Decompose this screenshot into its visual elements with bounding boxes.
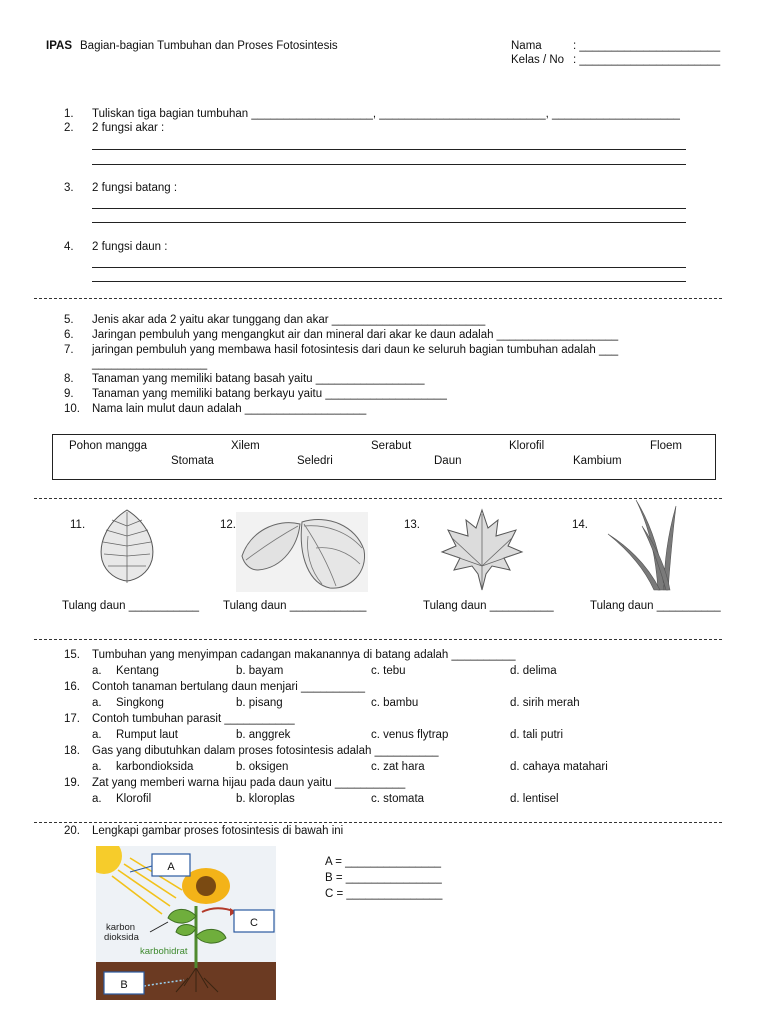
question-3: 3. 2 fungsi batang : (64, 182, 178, 194)
option-c[interactable]: c. bambu (371, 697, 419, 709)
option-b[interactable]: b. oksigen (236, 761, 289, 773)
question-8: 8. Tanaman yang memiliki batang basah yaitu _________________ (64, 373, 425, 385)
word-bank-item: Floem (650, 440, 682, 452)
question-4: 4. 2 fungsi daun : (64, 241, 168, 253)
question-6: 6. Jaringan pembuluh yang mengangkut air dan mineral dari akar ke daun adalah ___________________ (64, 329, 619, 341)
question-7-continued: __________________ (92, 358, 208, 370)
pinnate-leaf-image (96, 508, 158, 584)
leaf-answer-11[interactable]: Tulang daun ___________ (62, 600, 200, 612)
leaf-number: 14. (572, 519, 588, 531)
section-divider (34, 822, 722, 823)
word-bank-item: Seledri (297, 455, 333, 467)
answer-c-field[interactable]: C = _______________ (325, 888, 443, 900)
question-5: 5. Jenis akar ada 2 yaitu akar tunggang dan akar ________________________ (64, 314, 486, 326)
word-bank-item: Xilem (231, 440, 260, 452)
question-17: 17. Contoh tumbuhan parasit ___________ (64, 713, 295, 725)
word-bank-item: Stomata (171, 455, 214, 467)
label-c-text: C (250, 917, 258, 929)
answer-a-field[interactable]: A = _______________ (325, 856, 442, 868)
karbon-label: karbon (106, 922, 136, 933)
dioksida-label: dioksida (104, 932, 139, 943)
option-d[interactable]: d. tali putri (510, 729, 564, 741)
grass-leaf-image (606, 498, 680, 594)
leaf-number: 13. (404, 519, 420, 531)
option-c[interactable]: c. venus flytrap (371, 729, 449, 741)
question-20: 20. Lengkapi gambar proses fotosintesis di bawah ini (64, 825, 344, 837)
word-bank-item: Serabut (371, 440, 412, 452)
question-19: 19. Zat yang memberi warna hijau pada daun yaitu ___________ (64, 777, 406, 789)
leaf-number: 11. (70, 519, 86, 531)
leaf-answer-13[interactable]: Tulang daun __________ (423, 600, 554, 612)
answer-b-field[interactable]: B = _______________ (325, 872, 442, 884)
heart-leaves-image (236, 512, 368, 592)
worksheet-title: Bagian-bagian Tumbuhan dan Proses Fotosintesis (80, 40, 338, 52)
question-7: 7. jaringan pembuluh yang membawa hasil fotosintesis dari daun ke seluruh bagian tumbuhan adalah ___ (64, 344, 619, 356)
option-b[interactable]: b. kloroplas (236, 793, 295, 805)
question-15: 15. Tumbuhan yang menyimpan cadangan makanannya di batang adalah __________ (64, 649, 516, 661)
class-field[interactable]: : ______________________ (573, 54, 721, 66)
label-b-text: B (120, 979, 128, 991)
option-a[interactable]: a. Singkong (92, 697, 164, 709)
leaf-answer-12[interactable]: Tulang daun ____________ (223, 600, 367, 612)
answer-line[interactable] (92, 281, 686, 282)
name-label: Nama (511, 40, 542, 52)
question-1: 1. Tuliskan tiga bagian tumbuhan ___________________, __________________________, ____________________ (64, 108, 680, 120)
option-b[interactable]: b. pisang (236, 697, 283, 709)
answer-line[interactable] (92, 267, 686, 268)
label-a-text: A (167, 861, 175, 873)
maple-leaf-image (440, 508, 524, 592)
option-b[interactable]: b. bayam (236, 665, 284, 677)
leaf-number: 12. (220, 519, 236, 531)
option-d[interactable]: d. sirih merah (510, 697, 580, 709)
karbohidrat-label: karbohidrat (140, 946, 188, 957)
leaf-answer-14[interactable]: Tulang daun __________ (590, 600, 721, 612)
word-bank-item: Klorofil (509, 440, 545, 452)
question-9: 9. Tanaman yang memiliki batang berkayu yaitu ___________________ (64, 388, 447, 400)
answer-line[interactable] (92, 222, 686, 223)
option-a[interactable]: a. karbondioksida (92, 761, 194, 773)
subject-label: IPAS (46, 40, 72, 52)
word-bank-item: Daun (434, 455, 462, 467)
option-c[interactable]: c. stomata (371, 793, 425, 805)
word-bank (52, 434, 716, 480)
question-10: 10. Nama lain mulut daun adalah ___________________ (64, 403, 367, 415)
option-a[interactable]: a. Klorofil (92, 793, 152, 805)
class-label: Kelas / No (511, 54, 565, 66)
answer-line[interactable] (92, 149, 686, 150)
question-2: 2. 2 fungsi akar : (64, 122, 165, 134)
option-c[interactable]: c. zat hara (371, 761, 425, 773)
option-d[interactable]: d. delima (510, 665, 557, 677)
answer-line[interactable] (92, 208, 686, 209)
option-d[interactable]: d. cahaya matahari (510, 761, 608, 773)
word-bank-item: Pohon mangga (69, 440, 148, 452)
photosynthesis-diagram (96, 846, 276, 1000)
option-b[interactable]: b. anggrek (236, 729, 291, 741)
option-c[interactable]: c. tebu (371, 665, 406, 677)
question-16: 16. Contoh tanaman bertulang daun menjari __________ (64, 681, 366, 693)
question-18: 18. Gas yang dibutuhkan dalam proses fotosintesis adalah __________ (64, 745, 439, 757)
section-divider (34, 298, 722, 299)
answer-line[interactable] (92, 164, 686, 165)
name-field[interactable]: : ______________________ (573, 40, 721, 52)
section-divider (34, 639, 722, 640)
option-d[interactable]: d. lentisel (510, 793, 559, 805)
option-a[interactable]: a. Rumput laut (92, 729, 179, 741)
option-a[interactable]: a. Kentang (92, 665, 159, 677)
word-bank-item: Kambium (573, 455, 622, 467)
